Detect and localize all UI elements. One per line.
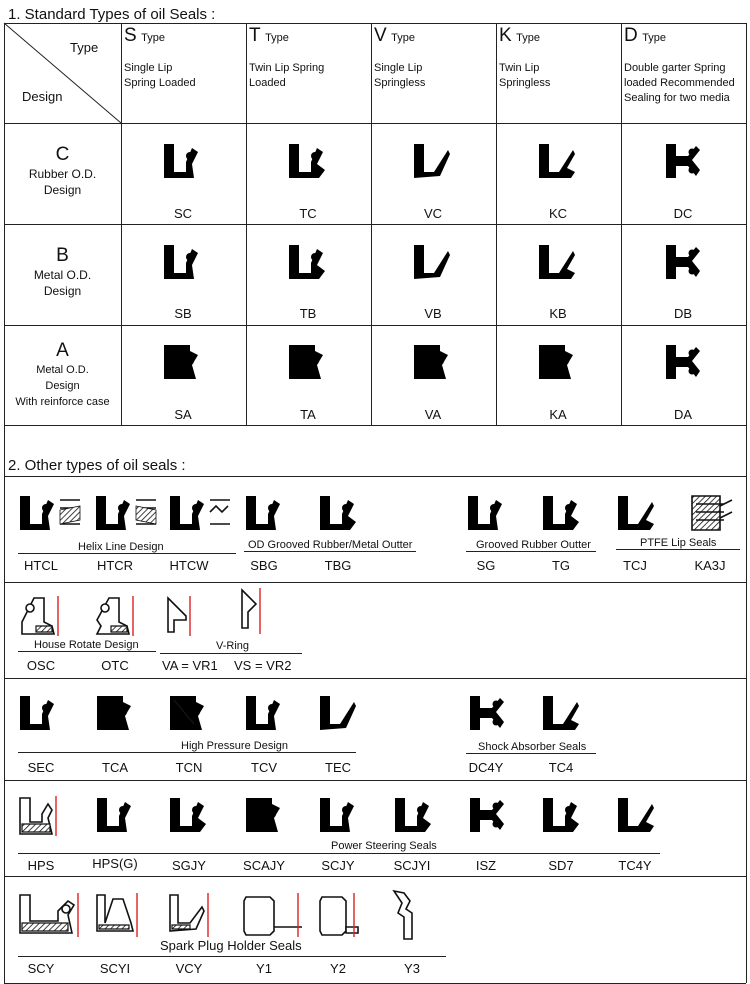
- seal-tc4-icon: [541, 694, 585, 738]
- seal-tc4y-icon: [616, 796, 660, 840]
- code-kc: KC: [548, 206, 568, 221]
- column-letter: S: [124, 25, 137, 46]
- row-name: Metal O.D.: [36, 364, 89, 376]
- code-hpsg: HPS(G): [92, 856, 138, 871]
- code-tc4y: TC4Y: [618, 858, 652, 873]
- seal-scyi-icon: [95, 893, 145, 941]
- seal-tbg-icon: [318, 494, 362, 538]
- seal-vcy-icon: [168, 893, 218, 941]
- seal-ka-icon: [537, 343, 581, 387]
- column-desc: Double garter Spring loaded Recommended Sealing for two media: [624, 62, 735, 104]
- row-name2: Design: [43, 284, 82, 298]
- group-od-grooved: OD Grooved Rubber/Metal Outter: [248, 539, 413, 551]
- code-tg: TG: [551, 558, 571, 573]
- corner-diagonal: [4, 23, 121, 123]
- code-tbg: TBG: [324, 558, 352, 573]
- seal-ta-icon: [287, 343, 331, 387]
- code-va: VA: [424, 407, 442, 422]
- seal-y3-icon: [392, 889, 432, 943]
- seal-va-icon: [412, 343, 456, 387]
- group-line-house: [18, 651, 156, 652]
- column-type: Type: [141, 32, 165, 44]
- column-type: Type: [391, 32, 415, 44]
- seal-scy-icon: [18, 893, 82, 941]
- column-type: Type: [265, 32, 289, 44]
- column-type: Type: [642, 32, 667, 44]
- column-letter: D: [624, 25, 638, 46]
- code-sa: SA: [174, 407, 192, 422]
- group-shock-absorber: Shock Absorber Seals: [478, 741, 587, 753]
- code-htcr: HTCR: [96, 558, 134, 573]
- code-ta: TA: [300, 407, 316, 422]
- group-line-high-pressure: [18, 752, 356, 753]
- code-vr1: VA = VR1: [162, 658, 218, 673]
- code-kb: KB: [549, 306, 567, 321]
- code-sc: SC: [173, 206, 193, 221]
- code-tb: TB: [299, 306, 317, 321]
- seal-osc-icon: [20, 596, 64, 640]
- seal-tcn-icon: [168, 694, 212, 738]
- row-name: Metal O.D.: [33, 268, 92, 282]
- seal-dc4y-icon: [466, 694, 510, 738]
- code-ka: KA: [549, 407, 567, 422]
- seal-sg-icon: [466, 494, 510, 538]
- column-letter: K: [499, 25, 512, 46]
- seal-htcr-icon: [94, 494, 158, 538]
- corner-design-label: Design: [22, 89, 63, 104]
- code-otc: OTC: [101, 658, 129, 673]
- seal-sbg-icon: [244, 494, 288, 538]
- seal-tcv-icon: [244, 694, 288, 738]
- row-letter: A: [56, 340, 69, 361]
- row-name2: Design: [43, 183, 82, 197]
- code-scyi: SCYI: [99, 961, 131, 976]
- row-header-b: [4, 245, 121, 299]
- group-house-rotate: House Rotate Design: [34, 639, 139, 651]
- code-tcn: TCN: [175, 760, 203, 775]
- seal-kc-icon: [537, 142, 581, 186]
- column-type: Type: [516, 32, 540, 44]
- code-tc: TC: [299, 206, 317, 221]
- group-line-power-steering: [18, 853, 660, 854]
- group-line-ptfe: [616, 549, 740, 550]
- code-osc: OSC: [26, 658, 56, 673]
- seal-scajy-icon: [244, 796, 288, 840]
- code-sbg: SBG: [250, 558, 278, 573]
- group-ptfe: PTFE Lip Seals: [640, 537, 717, 549]
- seal-scjyi-icon: [393, 796, 437, 840]
- seal-y2-icon: [318, 893, 368, 941]
- column-letter: T: [249, 25, 261, 46]
- seal-htcl-icon: [18, 494, 82, 538]
- group-high-pressure: High Pressure Design: [181, 740, 288, 752]
- code-db: DB: [673, 306, 693, 321]
- row-header-c: [4, 144, 121, 198]
- code-vr2: VS = VR2: [234, 658, 292, 673]
- seal-htcw-icon: [168, 494, 232, 538]
- row-header-a: [4, 340, 121, 410]
- seal-tc-icon: [287, 142, 331, 186]
- code-dc4y: DC4Y: [468, 760, 504, 775]
- column-desc: Single Lip Spring Loaded: [124, 62, 196, 89]
- code-y1: Y1: [256, 961, 272, 976]
- group-line-shock: [466, 753, 596, 754]
- group-power-steering: Power Steering Seals: [331, 840, 437, 852]
- code-vc: VC: [423, 206, 443, 221]
- code-dc: DC: [673, 206, 693, 221]
- code-sb: SB: [174, 306, 192, 321]
- seal-sa-icon: [162, 343, 206, 387]
- column-header-k: [499, 25, 617, 91]
- seal-sec-icon: [18, 694, 62, 738]
- code-scjyi: SCJYI: [393, 858, 431, 873]
- code-htcl: HTCL: [24, 558, 58, 573]
- code-tcj: TCJ: [623, 558, 647, 573]
- row-name2: Design: [45, 380, 80, 392]
- seal-hpsg-icon: [95, 796, 139, 840]
- column-desc: Single Lip Springless: [374, 62, 426, 89]
- column-header-d: [624, 25, 742, 106]
- code-scajy: SCAJY: [243, 858, 285, 873]
- code-tec: TEC: [325, 760, 351, 775]
- column-header-s: [124, 25, 242, 91]
- code-isz: ISZ: [475, 858, 497, 873]
- column-header-t: [249, 25, 367, 91]
- code-da: DA: [673, 407, 693, 422]
- seal-ka3j-icon: [690, 494, 734, 538]
- code-sg: SG: [476, 558, 496, 573]
- row-letter: C: [55, 144, 70, 165]
- seal-da-icon: [662, 343, 706, 387]
- column-desc: Twin Lip Spring Loaded: [249, 62, 325, 89]
- group-vring: V-Ring: [216, 640, 250, 652]
- code-y2: Y2: [330, 961, 346, 976]
- row-name: Rubber O.D.: [28, 167, 97, 181]
- column-desc: Twin Lip Springless: [499, 62, 551, 89]
- group-line-spark-plug: [18, 956, 446, 957]
- group-line-od-grooved: [244, 551, 416, 552]
- code-scy: SCY: [27, 961, 55, 976]
- group-line-grooved-rubber: [466, 551, 596, 552]
- column-header-v: [374, 25, 492, 91]
- seal-sd7-icon: [541, 796, 585, 840]
- code-y3: Y3: [404, 961, 420, 976]
- seal-hps-icon: [18, 796, 62, 840]
- code-vcy: VCY: [175, 961, 203, 976]
- seal-vb-icon: [412, 243, 456, 287]
- row-name3: With reinforce case: [15, 396, 110, 408]
- code-vb: VB: [424, 306, 442, 321]
- seal-tcj-icon: [616, 494, 660, 538]
- seal-isz-icon: [466, 796, 510, 840]
- code-ka3j: KA3J: [694, 558, 726, 573]
- seal-db-icon: [662, 243, 706, 287]
- seal-sgjy-icon: [168, 796, 212, 840]
- seal-vr1-icon: [166, 596, 210, 640]
- seal-dc-icon: [662, 142, 706, 186]
- seal-tg-icon: [541, 494, 585, 538]
- seal-kb-icon: [537, 243, 581, 287]
- code-tcv: TCV: [251, 760, 277, 775]
- code-hps: HPS: [27, 858, 55, 873]
- seal-tec-icon: [318, 694, 362, 738]
- seal-sc-icon: [162, 142, 206, 186]
- code-sec: SEC: [27, 760, 55, 775]
- seal-vr2-icon: [240, 588, 284, 636]
- seal-tb-icon: [287, 243, 331, 287]
- code-htcw: HTCW: [169, 558, 209, 573]
- section1-title: 1. Standard Types of oil Seals :: [8, 6, 216, 23]
- corner-type-label: Type: [70, 40, 99, 55]
- seal-y1-icon: [242, 893, 304, 941]
- code-tc4: TC4: [548, 760, 574, 775]
- group-spark-plug: Spark Plug Holder Seals: [160, 938, 302, 953]
- column-letter: V: [374, 25, 387, 46]
- seal-vc-icon: [412, 142, 456, 186]
- seal-otc-icon: [95, 596, 139, 640]
- code-sd7: SD7: [548, 858, 574, 873]
- seal-tca-icon: [95, 694, 139, 738]
- group-line-helix: [18, 553, 236, 554]
- row-letter: B: [56, 245, 69, 266]
- group-helix-line: Helix Line Design: [78, 541, 164, 553]
- code-sgjy: SGJY: [172, 858, 206, 873]
- seal-sb-icon: [162, 243, 206, 287]
- code-scjy: SCJY: [321, 858, 355, 873]
- group-line-vring: [160, 653, 302, 654]
- code-tca: TCA: [102, 760, 128, 775]
- section2-title: 2. Other types of oil seals :: [8, 457, 186, 474]
- group-grooved-rubber: Grooved Rubber Outter: [476, 539, 591, 551]
- seal-scjy-icon: [318, 796, 362, 840]
